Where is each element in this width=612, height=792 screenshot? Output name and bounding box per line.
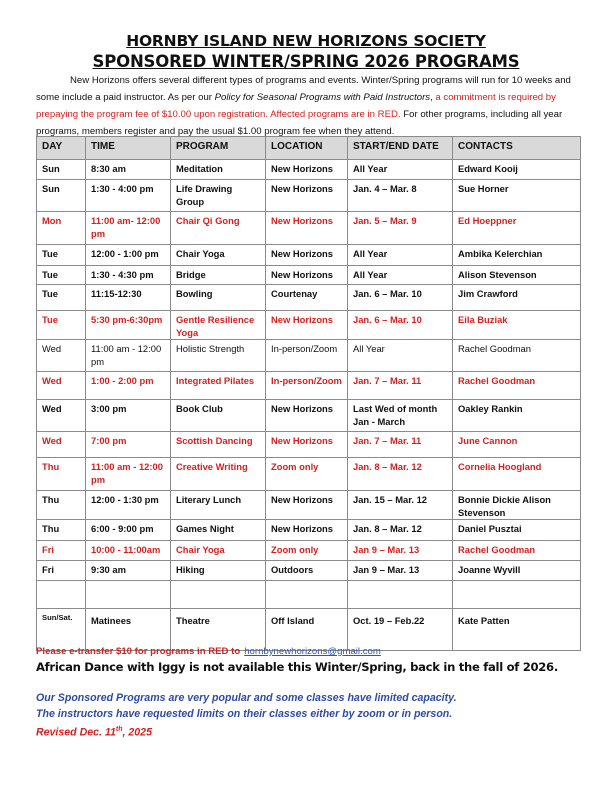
table-row [37,581,581,609]
cell-dates [348,581,453,609]
column-header-location: LOCATION [266,137,348,160]
cell-program: Book Club [171,400,266,432]
cell-contacts: Kate Patten [453,609,581,651]
cell-location: Courtenay [266,285,348,311]
cell-time: 5:30 pm-6:30pm [86,311,171,340]
cell-program: Theatre [171,609,266,651]
note-line-2: The instructors have requested limits on their classes either by zoom or in person. [36,707,453,720]
cell-time: 11:15-12:30 [86,285,171,311]
cell-time: 1:30 - 4:00 pm [86,180,171,212]
cell-program: Gentle Resilience Yoga [171,311,266,340]
column-header-contacts: CONTACTS [453,137,581,160]
cell-contacts: Bonnie Dickie Alison Stevenson [453,491,581,520]
cell-day: Sun [37,180,86,212]
cell-dates: Jan. 5 – Mar. 9 [348,212,453,245]
cell-location: New Horizons [266,245,348,266]
cell-program: Holistic Strength [171,340,266,372]
cell-contacts: Rachel Goodman [453,541,581,561]
cell-day: Sun [37,160,86,180]
table-row [37,212,581,245]
cell-program: Literary Lunch [171,491,266,520]
cell-contacts: Eila Buziak [453,311,581,340]
cell-contacts: Jim Crawford [453,285,581,311]
table-header-row [37,137,581,160]
cell-dates: All Year [348,160,453,180]
cell-location: In-person/Zoom [266,372,348,400]
table-row [37,491,581,520]
cell-program: Games Night [171,520,266,541]
cell-day: Fri [37,561,86,581]
table-row [37,520,581,541]
etransfer-note [36,646,381,657]
table-row [37,541,581,561]
cell-location: New Horizons [266,266,348,285]
table-row [37,372,581,400]
cell-dates: Jan. 15 – Mar. 12 [348,491,453,520]
revised-prefix: Revised Dec. 11 [36,726,116,739]
column-header-time: TIME [86,137,171,160]
policy-name: Policy for Seasonal Programs with Paid Instructors [214,92,431,103]
cell-contacts: Ambika Kelerchian [453,245,581,266]
document-title: HORNBY ISLAND NEW HORIZONS SOCIETY [126,32,486,50]
cell-dates: All Year [348,245,453,266]
cell-program: Hiking [171,561,266,581]
cell-program: Meditation [171,160,266,180]
cell-dates: All Year [348,340,453,372]
cell-program: Scottish Dancing [171,432,266,458]
cell-time: Matinees [86,609,171,651]
cell-contacts: Rachel Goodman [453,340,581,372]
cell-dates: Jan. 6 – Mar. 10 [348,285,453,311]
table-row [37,400,581,432]
cell-time: 3:00 pm [86,400,171,432]
cell-program [171,581,266,609]
cell-day: Tue [37,245,86,266]
note-line-1: Our Sponsored Programs are very popular and some classes have limited capacity. [36,692,457,704]
cell-location: New Horizons [266,400,348,432]
cell-day: Tue [37,311,86,340]
cell-contacts: Oakley Rankin [453,400,581,432]
cell-day: Wed [37,400,86,432]
document-subtitle: SPONSORED WINTER/SPRING 2026 PROGRAMS [92,52,520,71]
cell-day: Thu [37,520,86,541]
cell-time: 1:00 - 2:00 pm [86,372,171,400]
cell-dates: Last Wed of month Jan - March [348,400,453,432]
table-row [37,311,581,340]
african-dance-note: African Dance with Iggy is not available this Winter/Spring, back in the fall of 2026. [36,660,558,674]
cell-location: In-person/Zoom [266,340,348,372]
cell-location: New Horizons [266,491,348,520]
email-link[interactable]: hornbynewhorizons@gmail.com [244,646,381,657]
cell-contacts: Cornelia Hoogland [453,458,581,491]
table-row [37,160,581,180]
cell-contacts [453,581,581,609]
cell-day: Wed [37,372,86,400]
table-row [37,609,581,651]
cell-time: 7:00 pm [86,432,171,458]
cell-location: New Horizons [266,160,348,180]
table-row [37,180,581,212]
cell-location: New Horizons [266,212,348,245]
cell-dates: Jan. 6 – Mar. 10 [348,311,453,340]
cell-contacts: June Cannon [453,432,581,458]
cell-location [266,581,348,609]
cell-day: Tue [37,285,86,311]
cell-time [86,581,171,609]
intro-text-3: For other programs, including all year programs, members register and pay the usual $1.00 program fee when they attend. [36,109,563,137]
cell-dates: Jan 9 – Mar. 13 [348,541,453,561]
cell-program: Integrated Pilates [171,372,266,400]
cell-time: 11:00 am- 12:00 pm [86,212,171,245]
table-row [37,245,581,266]
cell-day: Wed [37,432,86,458]
cell-time: 12:00 - 1:00 pm [86,245,171,266]
column-header-day: DAY [37,137,86,160]
cell-dates: Jan. 7 – Mar. 11 [348,372,453,400]
cell-time: 8:30 am [86,160,171,180]
cell-day: Mon [37,212,86,245]
cell-time: 1:30 - 4:30 pm [86,266,171,285]
cell-time: 12:00 - 1:30 pm [86,491,171,520]
cell-day: Thu [37,458,86,491]
revised-suffix: , 2025 [122,726,152,739]
cell-contacts: Sue Horner [453,180,581,212]
cell-program: Chair Yoga [171,541,266,561]
cell-location: Zoom only [266,458,348,491]
cell-contacts: Ed Hoeppner [453,212,581,245]
cell-time: 9:30 am [86,561,171,581]
etransfer-text: Please e-transfer $10 for programs in RED to [36,646,241,657]
cell-location: Zoom only [266,541,348,561]
cell-day: Wed [37,340,86,372]
cell-program: Life Drawing Group [171,180,266,212]
intro-paragraph [36,72,584,140]
cell-contacts: Daniel Pusztai [453,520,581,541]
table-row [37,432,581,458]
cell-day: Sun/Sat. [37,609,86,651]
capacity-notes [36,691,457,741]
column-header-program: PROGRAM [171,137,266,160]
cell-dates: Jan. 8 – Mar. 12 [348,520,453,541]
cell-location: New Horizons [266,520,348,541]
cell-program: Chair Yoga [171,245,266,266]
cell-contacts: Rachel Goodman [453,372,581,400]
cell-location: New Horizons [266,311,348,340]
cell-location: New Horizons [266,180,348,212]
cell-time: 11:00 am - 12:00 pm [86,340,171,372]
cell-contacts: Alison Stevenson [453,266,581,285]
cell-program: Bridge [171,266,266,285]
cell-day: Tue [37,266,86,285]
table-row [37,458,581,491]
cell-dates: Jan. 7 – Mar. 11 [348,432,453,458]
cell-dates: All Year [348,266,453,285]
table-row [37,561,581,581]
cell-day: Thu [37,491,86,520]
table-row [37,285,581,311]
cell-contacts: Edward Kooij [453,160,581,180]
cell-time: 11:00 am - 12:00 pm [86,458,171,491]
column-header-dates: START/END DATE [348,137,453,160]
cell-contacts: Joanne Wyvill [453,561,581,581]
table-row [37,266,581,285]
cell-location: New Horizons [266,432,348,458]
cell-program: Bowling [171,285,266,311]
cell-program: Chair Qi Gong [171,212,266,245]
cell-time: 10:00 - 11:00am [86,541,171,561]
cell-day [37,581,86,609]
revised-date [36,722,457,741]
cell-dates: Jan. 4 – Mar. 8 [348,180,453,212]
cell-location: Outdoors [266,561,348,581]
cell-dates: Jan 9 – Mar. 13 [348,561,453,581]
cell-day: Fri [37,541,86,561]
revised-sup: th [115,726,123,733]
table-row [37,340,581,372]
cell-time: 6:00 - 9:00 pm [86,520,171,541]
intro-text-1: New Horizons offers several different types of programs and events. Winter/Spring programs will run for 10 weeks and some include a paid instructor. As per our [36,75,571,103]
cell-dates: Jan. 8 – Mar. 12 [348,458,453,491]
intro-text-2: , [430,92,436,103]
cell-program: Creative Writing [171,458,266,491]
cell-dates: Oct. 19 – Feb.22 [348,609,453,651]
cell-location: Off Island [266,609,348,651]
programs-table [36,136,581,651]
intro-red-commitment: a commitment is required by prepaying the program fee of $10.00 upon registration. Affected programs are in RED. [36,92,556,120]
